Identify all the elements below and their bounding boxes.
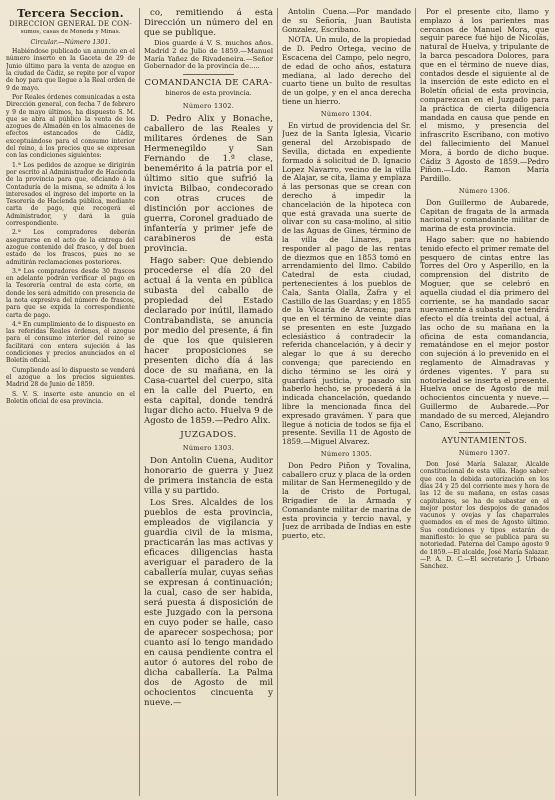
notice-number: Número 1302. xyxy=(182,102,235,111)
divider xyxy=(183,74,235,75)
notice-number: Número 1304. xyxy=(320,109,373,118)
column-1 xyxy=(6,8,140,796)
paragraph: Hago saber: Que debiendo procederse el día 20 del actual á la venta en pública subasta del caballo de propiedad del Estado declarado por inútil, llamado Contrabandista, se anuncia por medio del presente, á fin de que los que quisieren hacer proposiciones se presenten dicho día á las doce de su mañana, en la Casa-cuartel del cuerpo, sita en la calle del Puerto, en esta capital, donde tendrá lugar dicho acto. Huelva 9 de Agosto de 1859.—Pedro Alix. xyxy=(144,256,273,427)
column-2 xyxy=(144,8,278,796)
paragraph: Don José María Salazar, Alcalde constitucional de esta villa. Hago saber: que con la debida autorización en los días 24 y 25 del corriente mes y hora de las 12 de su mañana, en estas casas capitulares, se ha de subastar en el mejor postor los despojos de ganados vacunos y ovejas y las chaparrales quemados en el mes de Agosto último. Sus condiciones y tipos estarán de manifiesto: lo que se publica para su notoriedad. Paterna del Campo agosto 9 de 1859.—El alcalde, José María Salazar.—P. A. D. C.—El secretario J. Urbano Sanchez. xyxy=(420,461,549,571)
paragraph: 3.ª Los compradores desde 30 frascos en adelante podrán verificar el pago en la Tesorería central de esta corte, en donde les será admitido con presencia de la nota expresiva del número de frascos, para que se expida la correspondiente carta de pago. xyxy=(6,267,135,319)
paragraph: S. V. S. inserte este anuncio en el Boletín oficial de esa provincia. xyxy=(6,390,135,405)
paragraph: co, remitiendo á esta Dirección un número del en que se publique. xyxy=(144,8,273,38)
comandancia-heading: COMANDANCIA DE CARA- xyxy=(144,78,273,89)
paragraph: Los Sres. Alcaldes de los pueblos de esta provincia, empleados de vigilancia y guardia civil de la misma, practicarán las mas activas y eficaces diligencias hasta averiguar el paradero de la caballería mular, cuyas señas se expresan á continuación; la cual, caso de ser habida, será puesta á disposición de este Juzgado con la persona en cuyo poder se halle, caso de aparecer sospechosa; por cuanto así lo tengo mandado en causa pendiente contra el autor ó autores del robo de dicha caballería. La Palma dos de Agosto de mil ochocientos cincuenta y nueve.— xyxy=(144,498,273,709)
circular-number: Circular.—Número 1301. xyxy=(30,38,111,46)
comandancia-subheading: bineros de esta provincia. xyxy=(165,89,252,98)
paragraph: Hago saber: que no habiendo tenido efecto el primer remate del pesquero de cintas entre las Torres del Oro y Asperillo, en la comprension del distrito de Moguer, que se celebró en aquella ciudad el día primero del corriente, se ha mandado sacar nuevamente á subasta que tendrá efecto el día treinta del actual, á las ocho de su mañana en la oficina de esta comandancia, rematándose en el mejor postor con sujeción á lo prevenido en el reglamento de Almadravas y órdenes vigentes. Y para su notoriedad se inserta el presente. Huelva once de Agosto de mil ochocientos cincuenta y nueve.—Guillermo de Aubarede.—Por mandado de su merced, Alejandro Cano, Escribano. xyxy=(420,234,549,429)
column-4 xyxy=(420,8,549,796)
paragraph: Habiéndose publicado un anuncio en el número inserto en la Gaceta de 29 de Junio último para la venta de azogue en la ciudad de Cádiz, se repite por el vapor de hoy para que llegue a la Real orden de 9 de mayo. xyxy=(6,48,135,92)
org-heading: DIRECCION GENERAL DE CON- xyxy=(9,20,132,29)
signature-line: Dios guarde á V. S. muchos años. Madrid 2 de Julio de 1859.—Manuel María Yañez de Rivadeneira.—Señor Gobernador de la provincia de..... xyxy=(144,39,273,71)
notice-number: Número 1307. xyxy=(458,449,511,458)
divider xyxy=(459,432,511,433)
paragraph: 4.ª En cumplimiento de lo dispuesto en las referidas Reales órdenes, el azogue para el consumo interior del reino se facilitará con entera sujeción á las condiciones y precios anunciados en el Boletín oficial. xyxy=(6,320,135,365)
org-subheading: sumos, casas de Moneda y Minas. xyxy=(20,28,121,35)
section-title: Tercera Seccion. xyxy=(17,8,124,20)
paragraph: Por Reales órdenes comunicadas a esta Dirección general, con fecha 7 de febrero y 9 de mayo últimos, ha dispuesto S. M. que se abra al público la venta de los azogues de Almadén en los almacenes de efectos estancados de Cádiz, exceptuándose para el consumo interior del reino, á los precios que se expresan con las condiciones siguientes: xyxy=(6,93,135,160)
notice-number: Número 1306. xyxy=(458,186,511,195)
ayuntamientos-heading: AYUNTAMIENTOS. xyxy=(441,436,528,446)
paragraph: Don Antolin Cuena, Auditor honorario de guerra y Juez de primera instancia de esta villa y su partido. xyxy=(144,456,273,497)
paragraph: Por el presente cito, llamo y emplazo á los parientes mas cercanos de Manuel Mora, que seguir parece fué hijo de Nicolás, natural de Huelva, y tripulante de la barca pescadora Dolores, para que en el término de nueve días, contados desde el siguiente al de la inserción de este edicto en el Boletín oficial de esta provincia, comparezcan en el Juzgado para la práctica de cierta diligencia mandada en causa que pende en el mismo, y presencia del infrascrito Escribano, con motivo del fallecimiento del Manuel Mora, á bordo de dicho buque. Cádiz 3 Agosto de 1859.—Pedro Piñon.—Ldo. Ramon María Pardillo. xyxy=(420,8,549,184)
paragraph: D. Pedro Alix y Bonache, caballero de las Reales y militares órdenes de San Hermenegildo y San Fernando de 1.ª clase, benemérito á la patria por el último sitio que sufrió la invicta Bilbao, condecorado con otras cruces de distinción por acciones de guerra, Coronel graduado de infantería y primer jefe de carabineros de esta provincia. xyxy=(144,114,273,255)
paragraph: 1.ª Los pedidos de azogue se dirigirán por escrito al Administrador de Hacienda de la provincia para que, oficiando á la Contaduría de la misma, se admita á los interesados el ingreso del importe en la Tesorería de Hacienda pública, mediante carta de pago, que recogerá el Administrador, y dará la guía correspondiente. xyxy=(6,161,135,228)
paragraph: 2.ª Los compradores deberán asegurarse en el acto de la entrega del azogue contenido del frasco, y del buen estado de los frascos, pues no se admitirán reclamaciones posteriores. xyxy=(6,229,135,266)
paragraph: En virtud de providencia del Sr. Juez de la Santa Iglesia, Vicario general del Arzobispado de Sevilla, dictada en expediente formado á solicitud de D. Ignacio Lopez Navarro, vecino de la villa de Alajar, se cita, llama y emplaza á las personas que se crean con derecho á impedir la chancelación de la hipoteca con que está gravada una suerte de olivar con su casa-molino, al sitio de las Aguas de Gines, término de la villa de Linares, para responder al pago de las rentas de diezmos que en 1853 tomó en arrendamiento del Ilmo. Cabildo Catedral de esta ciudad, pertenecientes á los pueblos de Cala, Santa Olalla, Zafra y el Castillo de las Guardas; y en 1855 de la Vicaría de Aracena; para que en el término de veinte días se presenten en este Juzgado eclesiástico á contradecir la referida chancelación, y á decir y alegar lo que á su derecho convenga; que pareciendo en dicho término se les oirá y guardará justicia, y pasado sin haberlo hecho, se procederá á la indicada chancelación, quedando libre la mencionada finca del expresado gravámen. Y para que llegue á noticia de todos se fija el presente. Sevilla 11 de Agosto de 1859.—Miguel Alvarez. xyxy=(282,120,411,447)
notice-number: Número 1303. xyxy=(182,444,235,453)
column-3 xyxy=(282,8,416,796)
notice-number: Número 1305. xyxy=(320,450,373,459)
paragraph: Cumpliendo así lo dispuesto se venderá el azogue a los precios siguientes. Madrid 28 de Junio de 1859. xyxy=(6,366,135,389)
paragraph: Antolin Cuena.—Por mandado de su Señoría, Juan Bautista Gonzalez, Escribano. xyxy=(282,8,411,34)
paragraph: Don Pedro Piñon y Tovalina, caballero cruz y placa de la orden militar de San Hermenegildo y de la de Cristo de Portugal, Brigadier de la Armada y Comandante militar de marina de esta provincia y tercio naval, y Juez de arribada de Indias en este puerto, etc. xyxy=(282,460,411,541)
juzgados-heading: JUZGADOS. xyxy=(180,430,237,441)
nota-paragraph: NOTA. Un mulo, de la propiedad de D. Pedro Ortega, vecino de Escacena del Campo, pelo negro, de edad de ocho años, estatura mediana, al lado derecho del cuarto tiene un bulto de resultas de un golpe, y en el anca derecha tiene un hierro. xyxy=(282,35,411,106)
paragraph: Don Guillermo de Aubarede, Capitan de fragata de la armada nacional y comandante militar de marina de esta provincia. xyxy=(420,197,549,234)
